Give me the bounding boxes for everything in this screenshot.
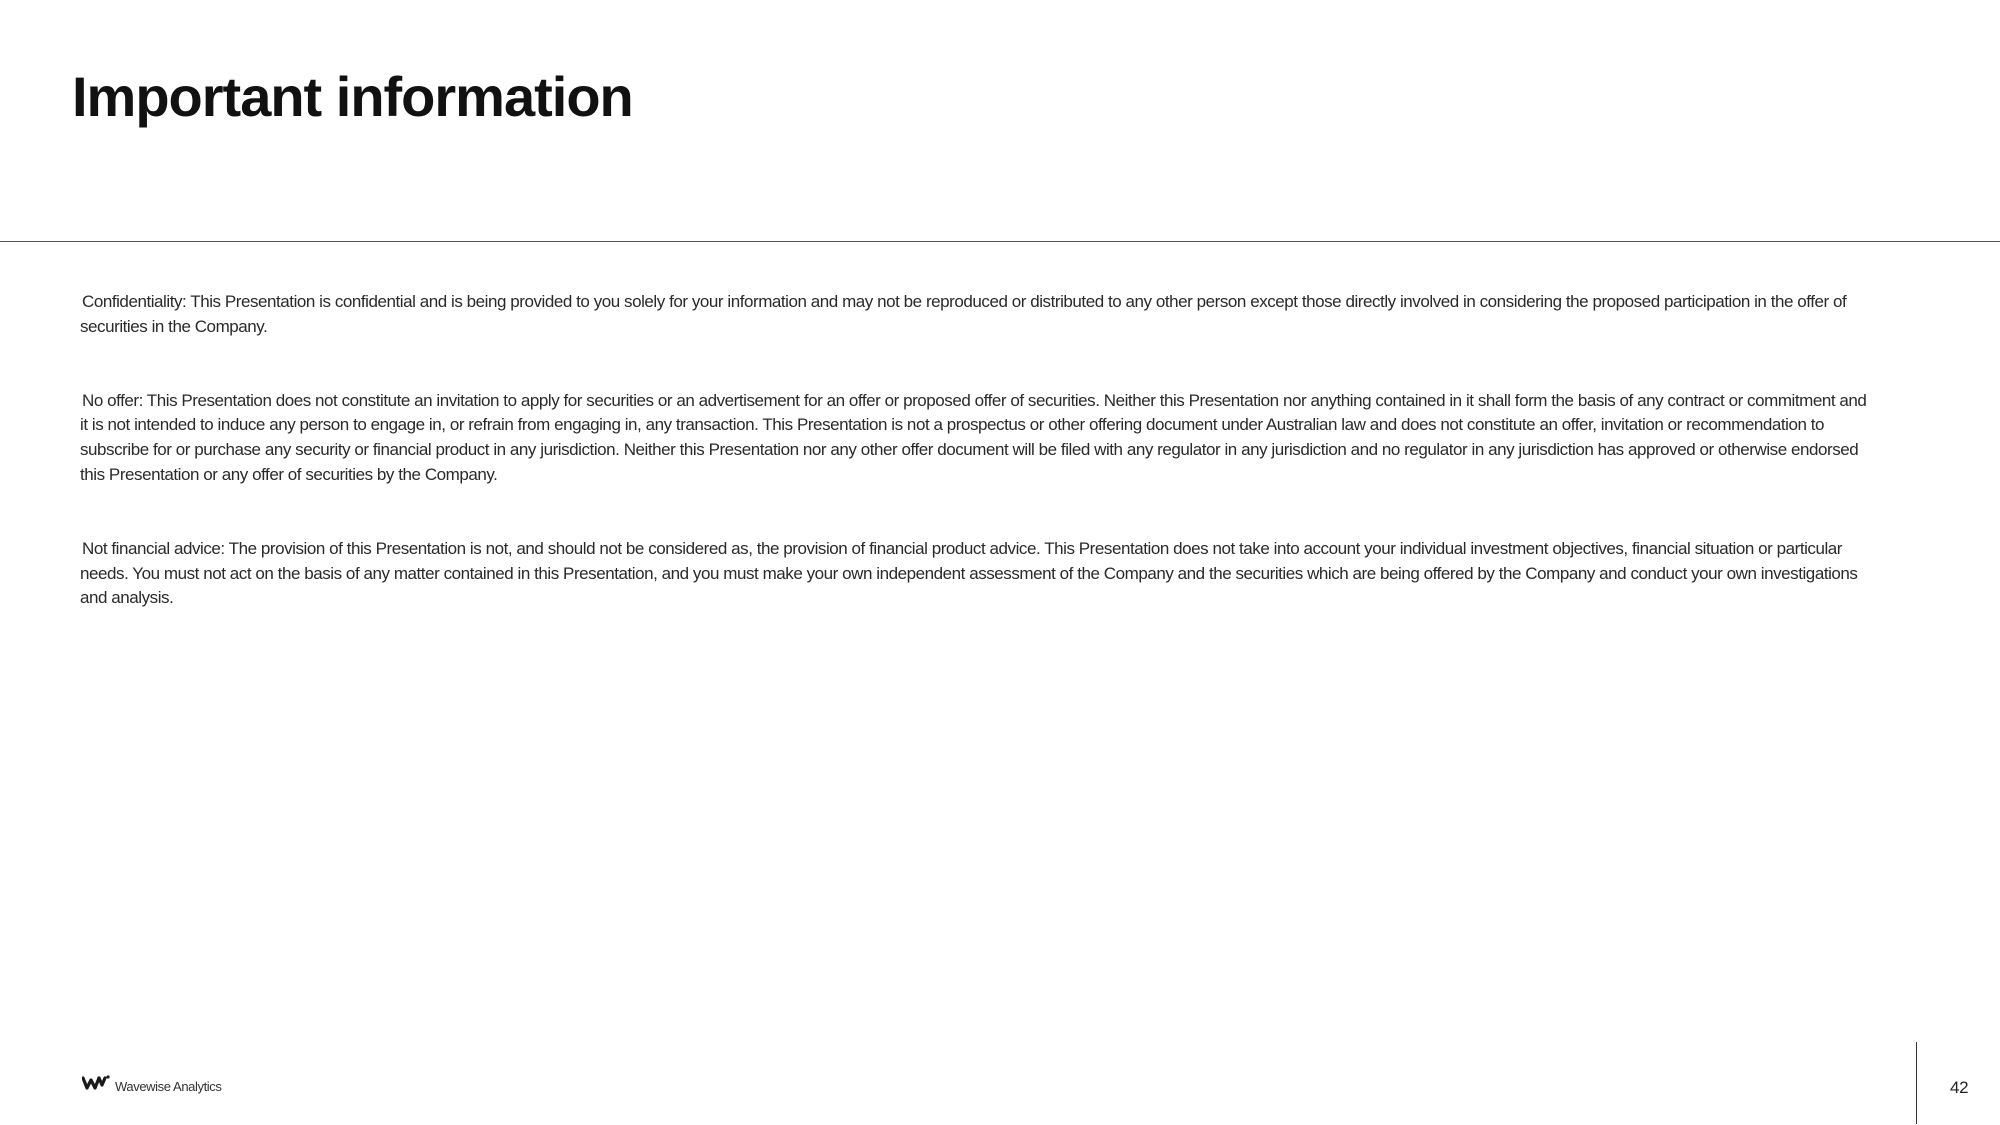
disclaimer-body — [80, 290, 1870, 611]
footer-brand — [82, 1074, 221, 1092]
not-financial-advice-text: Not financial advice: The provision of this Presentation is not, and should not be considered as, the provision of financial product advice. This Presentation does not take into account your individual investment objectives, financial situation or particular needs. You must not act on the basis of any matter contained in this Presentation, and you must make your own independent assessment of the Company and the securities which are being offered by the Company and conduct your own investigations and analysis. — [80, 538, 1858, 608]
title-divider — [0, 241, 2000, 242]
brand-name: Wavewise Analytics — [115, 1078, 222, 1094]
footer-divider — [1916, 1042, 1917, 1124]
confidentiality-text: Confidentiality: This Presentation is confidential and is being provided to you solely for your information and may not be reproduced or distributed to any other person except those directly involved in considering the proposed participation in the offer of securities in the Company. — [80, 292, 1847, 336]
no-offer-paragraph — [80, 389, 1870, 488]
not-financial-advice-paragraph — [80, 537, 1870, 611]
no-offer-text: No offer: This Presentation does not constitute an invitation to apply for securities or an advertisement for an offer or proposed offer of securities. Neither this Presentation nor anything contained in it shall form the basis of any contract or commitment and it is not intended to induce any person to engage in, or refrain from engaging in, any transaction. This Presentation is not a prospectus or other offering document under Australian law and does not constitute an offer, invitation or recommendation to subscribe for or purchase any security or financial product in any jurisdiction. Neither this Presentation nor any other offer document will be filed with any regulator in any jurisdiction and no regulator in any jurisdiction has approved or otherwise endorsed this Presentation or any offer of securities by the Company. — [80, 390, 1867, 484]
slide-title: Important information — [72, 65, 633, 128]
page-number: 42 — [1950, 1078, 1969, 1097]
confidentiality-paragraph — [80, 290, 1870, 340]
wave-logo-icon — [82, 1074, 110, 1092]
